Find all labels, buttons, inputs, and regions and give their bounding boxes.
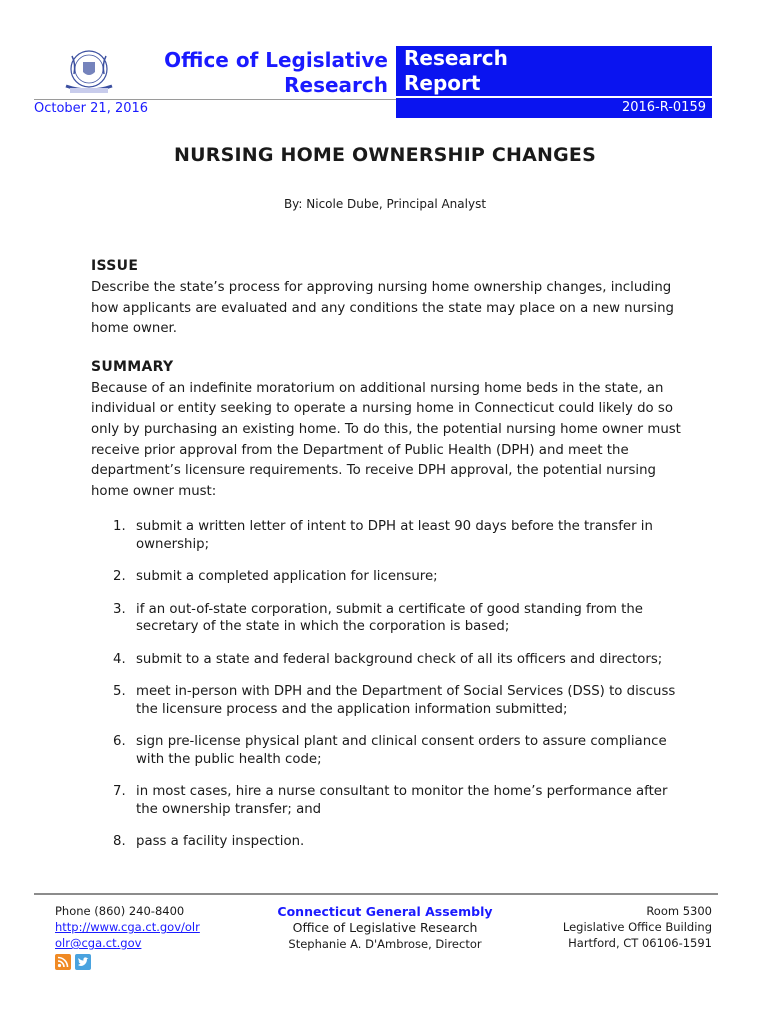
list-item-number: 2. — [113, 569, 126, 585]
list-item-number: 8. — [113, 834, 126, 850]
list-item-text: meet in-person with DPH and the Department of Social Services (DSS) to discuss the licensure process and the application information submitted; — [136, 684, 676, 717]
footer-building: Legislative Office Building — [562, 920, 712, 934]
list-item — [91, 833, 691, 851]
requirements-list — [91, 518, 691, 851]
list-item-number: 5. — [113, 684, 126, 700]
list-item-text: submit to a state and federal background check of all its officers and directors; — [136, 651, 663, 667]
state-seal-icon — [58, 44, 120, 98]
social-links — [55, 954, 200, 970]
rss-icon[interactable] — [55, 954, 71, 970]
list-item-text: pass a facility inspection. — [136, 834, 305, 850]
footer-divider — [34, 893, 718, 895]
office-line-2: Research — [284, 73, 388, 97]
report-number: 2016-R-0159 — [396, 98, 712, 118]
footer-assembly: Connecticut General Assembly — [277, 904, 493, 919]
footer-city: Hartford, CT 06106-1591 — [568, 936, 712, 950]
list-item — [91, 733, 691, 768]
footer-phone: Phone (860) 240-8400 — [55, 904, 185, 918]
byline: By: Nicole Dube, Principal Analyst — [283, 197, 487, 211]
list-item — [91, 518, 691, 553]
office-line-1: Office of Legislative — [164, 48, 388, 72]
issue-text: Describe the state’s process for approving nursing home ownership changes, including how applicants are evaluated and any conditions the state may place on a new nursing home owner. — [91, 280, 674, 337]
report-banner — [396, 46, 712, 96]
list-item-text: submit a written letter of intent to DPH at least 90 days before the transfer in ownership; — [136, 519, 653, 552]
list-item-text: if an out-of-state corporation, submit a certificate of good standing from the secretary of the state in which the corporation is based; — [136, 601, 643, 635]
list-item — [91, 783, 691, 818]
footer-director: Stephanie A. D'Ambrose, Director — [288, 937, 482, 951]
list-item-text: submit a completed application for licensure; — [136, 569, 438, 585]
list-item-number: 6. — [113, 734, 126, 750]
report-line-1: Research — [404, 46, 508, 70]
list-item — [91, 601, 691, 636]
list-item-text: sign pre-license physical plant and clinical consent orders to assure compliance with the public health code; — [136, 734, 667, 767]
report-date: October 21, 2016 — [34, 99, 396, 118]
list-item-number: 1. — [113, 519, 126, 535]
footer-website-link[interactable]: http://www.cga.ct.gov/olr — [55, 920, 200, 934]
list-item — [91, 568, 691, 586]
list-item-text: in most cases, hire a nurse consultant to monitor the home’s performance after the ownership transfer; and — [136, 784, 668, 817]
footer-address — [563, 903, 712, 951]
list-item-number: 7. — [113, 784, 126, 800]
report-body — [91, 258, 691, 866]
page-title: NURSING HOME OWNERSHIP CHANGES — [174, 144, 596, 166]
summary-heading: SUMMARY — [91, 358, 174, 375]
summary-text: Because of an indefinite moratorium on additional nursing home beds in the state, an individual or entity seeking to operate a nursing home in Connecticut could likely do so only by purchasing an existing home. To do this, the potential nursing home owner must receive prior approval from the Department of Public Health (DPH) and meet the department’s licensure requirements. To receive DPH approval, the potential nursing home owner must: — [91, 380, 681, 499]
footer-email-link[interactable]: olr@cga.ct.gov — [55, 936, 142, 950]
list-item — [91, 683, 691, 718]
list-item — [91, 651, 691, 669]
twitter-icon[interactable] — [75, 954, 91, 970]
footer-office: Office of Legislative Research — [292, 920, 478, 935]
issue-heading: ISSUE — [91, 258, 139, 274]
footer-room: Room 5300 — [646, 904, 712, 918]
list-item-number: 4. — [113, 651, 126, 667]
report-line-2: Report — [404, 71, 481, 95]
office-name — [164, 48, 388, 98]
list-item-number: 3. — [113, 601, 126, 617]
